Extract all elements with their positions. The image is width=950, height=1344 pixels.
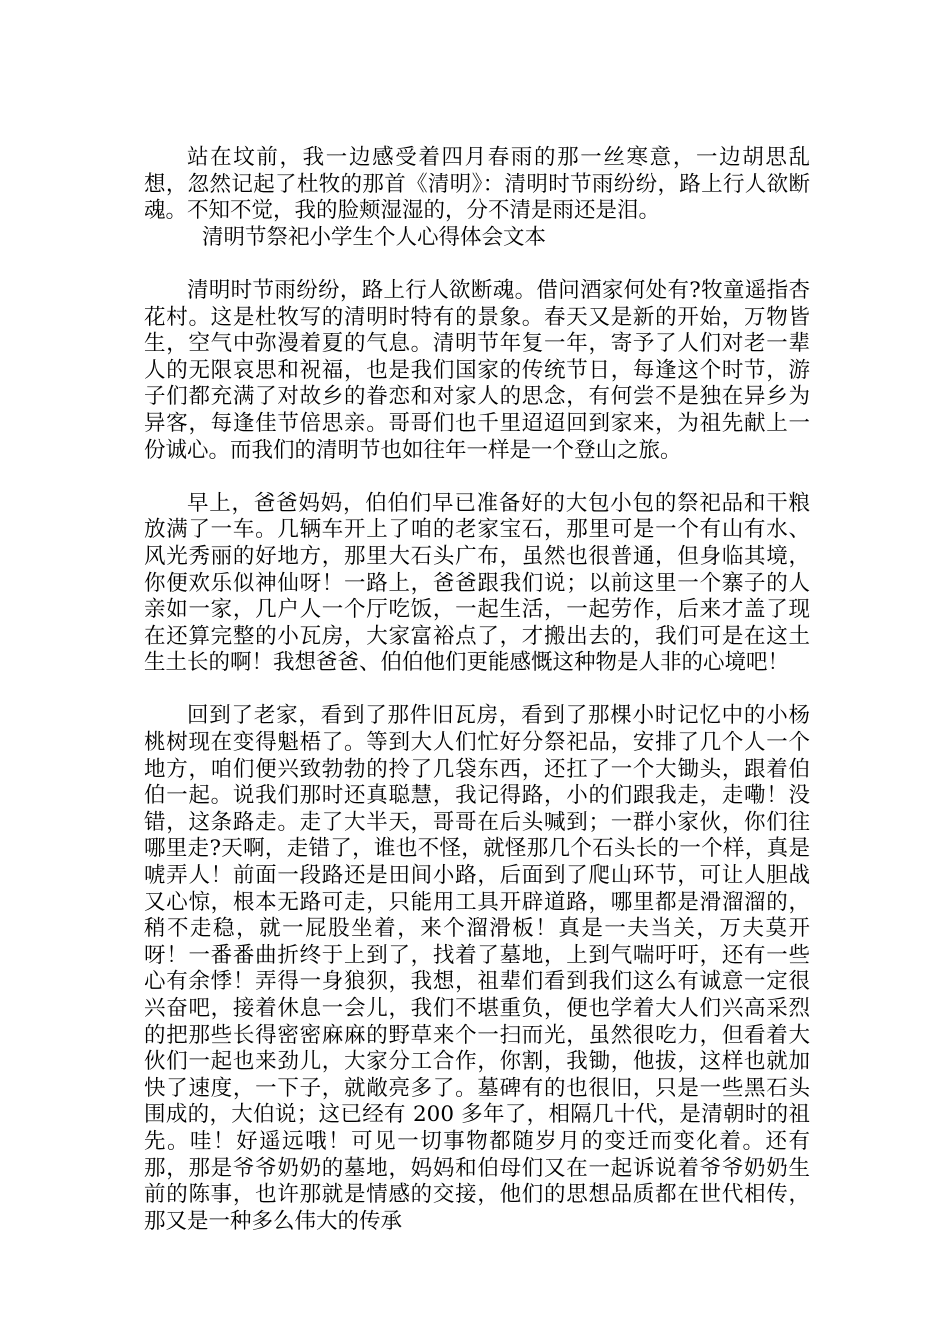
paragraph-4: 回到了老家，看到了那件旧瓦房，看到了那棵小时记忆中的小杨桃树现在变得魁梧了。等到大人们忙好分祭祀品，安排了几个人一个地方，咱们便兴致勃勃的拎了几袋东西，还扛了一个大锄头，跟着伯伯一起。说我们那时还真聪慧，我记得路，小的们跟我走，走嘞！没错，这条路走。走了大半天，哥哥在后头喊到；一群小家伙，你们往哪里走?天啊，走错了，谁也不怪，就怪那几个石头长的一个样，真是唬弄人！前面一段路还是田间小路，后面到了爬山环节，可让人胆战又心惊，根本无路可走，只能用工具开辟道路，哪里都是滑溜溜的，稍不走稳，就一屁股坐着，来个溜滑板！真是一夫当关，万夫莫开呀！一番番曲折终于上到了，找着了墓地，上到气喘吁吁，还有一些心有余悸！弄得一身狼狈，我想，祖辈们看到我们这么有诚意一定很兴奋吧，接着休息一会儿，我们不堪重负，便也学着大人们兴高采烈的把那些长得密密麻麻的野草来个一扫而光，虽然很吃力，但看着大伙们一起也来劲儿，大家分工合作，你割，我锄，他拔，这样也就加快了速度，一下子，就敞亮多了。墓碑有的也很旧，只是一些黑石头围成的，大伯说；这已经有 200 多年了，相隔几十代，是清朝时的祖先。哇！好遥远哦！可见一切事物都随岁月的变迁而变化着。还有那，那是爷爷奶奶的墓地，妈妈和伯母们又在一起诉说着爷爷奶奶生前的陈事，也许那就是情感的交接，他们的思想品质都在世代相传，那又是一种多么伟大的传承 [144, 703, 810, 1234]
paragraph-3: 早上，爸爸妈妈，伯伯们早已准备好的大包小包的祭祀品和干粮放满了一车。几辆车开上了咱的老家宝石，那里可是一个有山有水、风光秀丽的好地方，那里大石头广布，虽然也很普通，但身临其境，你便欢乐似神仙呀！一路上，爸爸跟我们说；以前这里一个寨子的人亲如一家，几户人一个厅吃饭，一起生活，一起劳作，后来才盖了现在还算完整的小瓦房，大家富裕点了，才搬出去的，我们可是在这土生土长的啊！我想爸爸、伯伯他们更能感慨这种物是人非的心境吧！ [144, 490, 810, 676]
paragraph-1: 站在坟前，我一边感受着四月春雨的那一丝寒意，一边胡思乱想，忽然记起了杜牧的那首《清明》：清明时节雨纷纷，路上行人欲断魂。不知不觉，我的脸颊湿湿的，分不清是雨还是泪。 [144, 145, 810, 224]
paragraph-spacer [144, 251, 810, 278]
paragraph-2: 清明时节雨纷纷，路上行人欲断魂。借问酒家何处有?牧童遥指杏花村。这是杜牧写的清明时特有的景象。春天又是新的开始，万物皆生，空气中弥漫着夏的气息。清明节年复一年，寄予了人们对老一辈人的无限哀思和祝福，也是我们国家的传统节日，每逢这个时节，游子们都充满了对故乡的眷恋和对家人的思念，有何尝不是独在异乡为异客，每逢佳节倍思亲。哥哥们也千里迢迢回到家来，为祖先献上一份诚心。而我们的清明节也如往年一样是一个登山之旅。 [144, 277, 810, 463]
document-body [144, 145, 810, 1235]
article-title: 清明节祭祀小学生个人心得体会文本 [202, 224, 547, 250]
paragraph-spacer [144, 677, 810, 704]
paragraph-spacer [144, 464, 810, 491]
